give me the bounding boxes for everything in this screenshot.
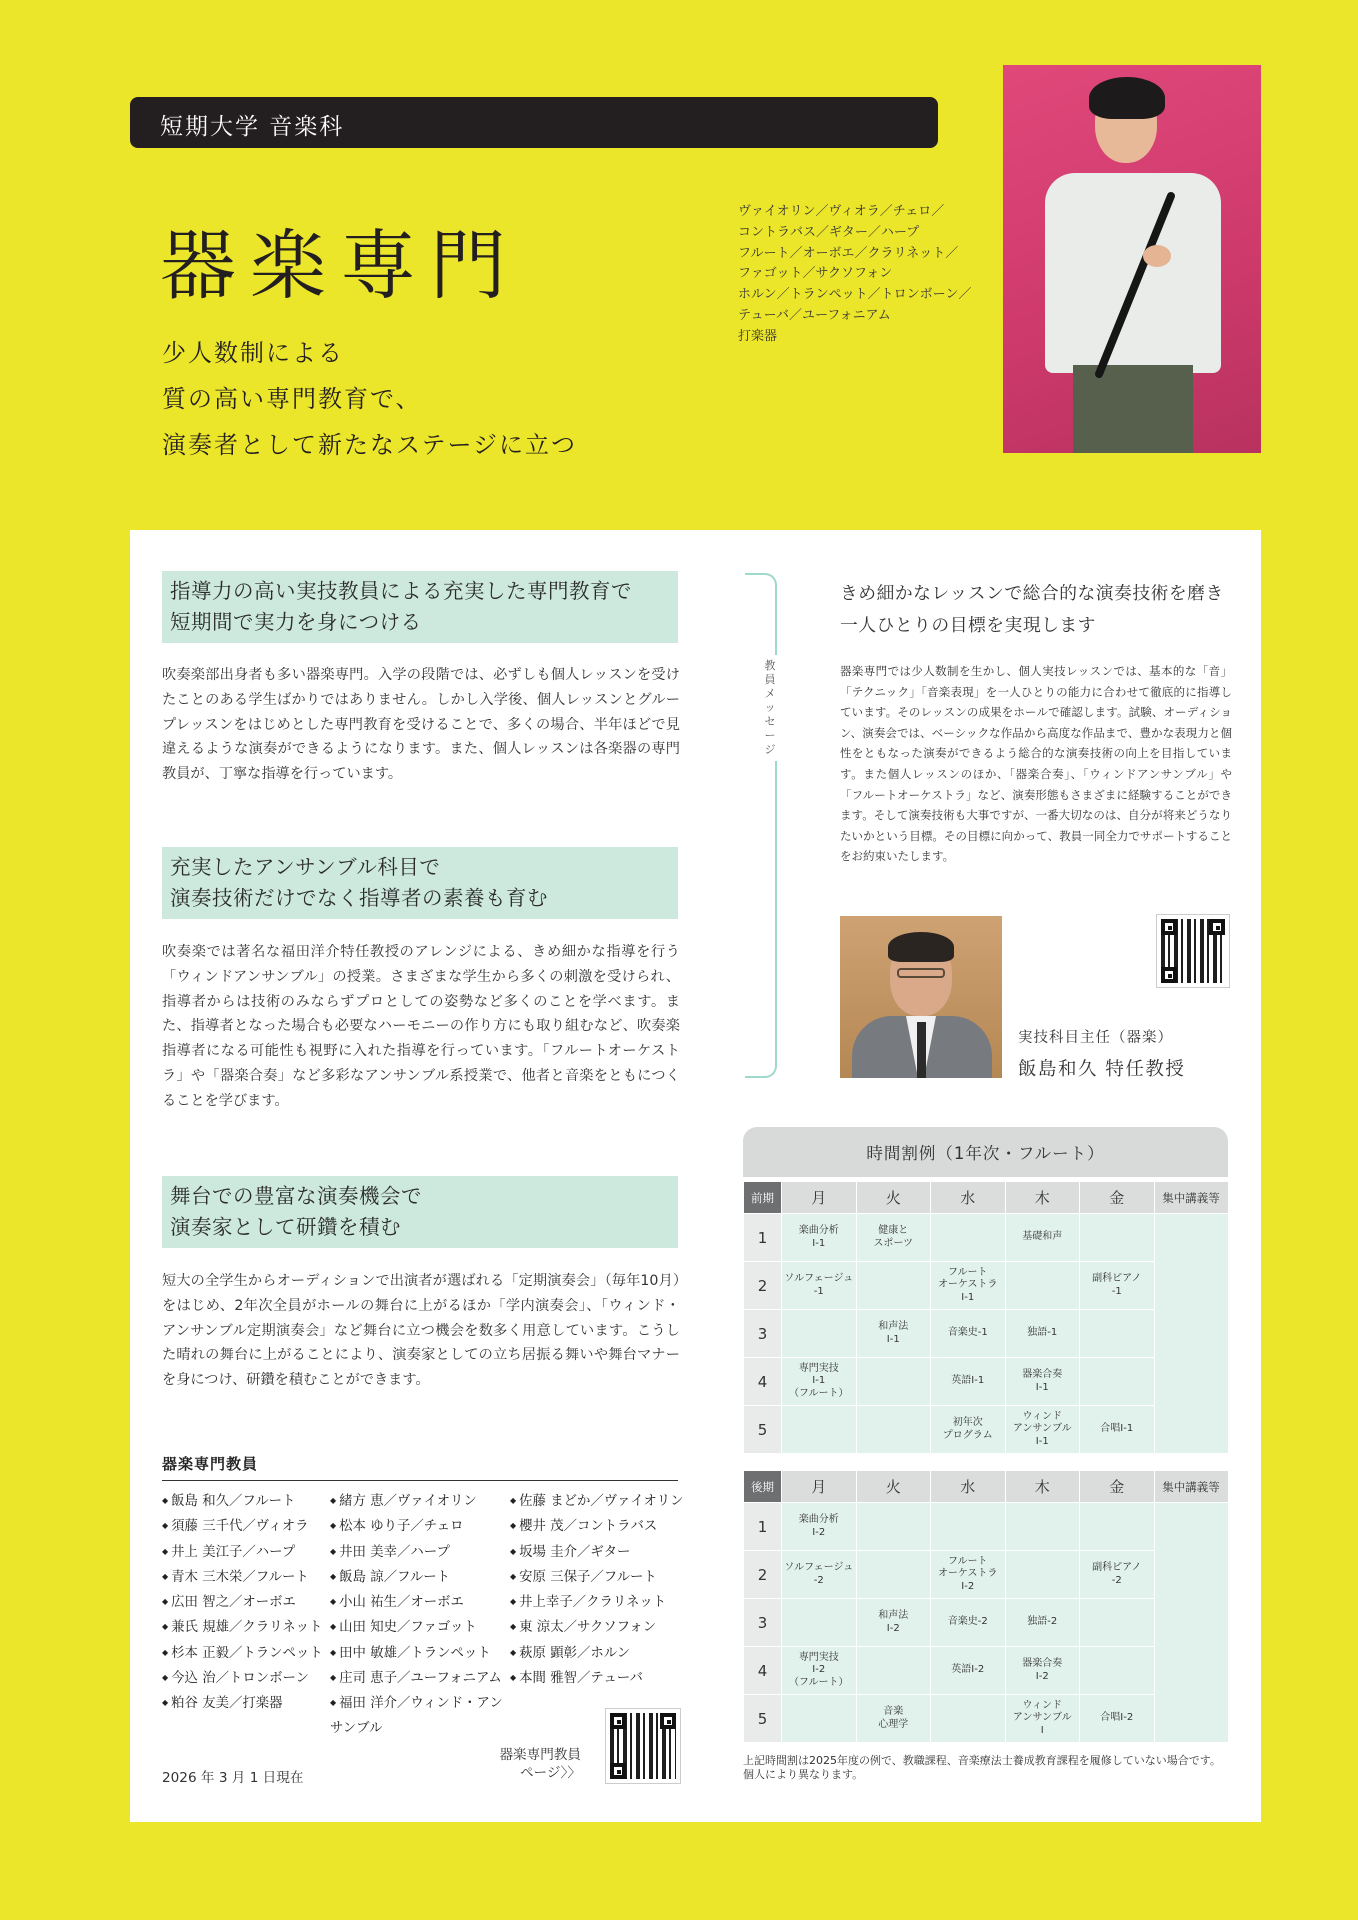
professor-photo — [840, 916, 1002, 1078]
period-number: 2 — [744, 1262, 782, 1310]
class-cell: 基礎和声 — [1005, 1214, 1080, 1262]
faculty-member: ◆ 田中 敏雄／トランペット — [330, 1641, 510, 1666]
class-cell: 初年次 プログラム — [931, 1406, 1006, 1454]
class-cell: 英語Ⅰ-1 — [931, 1358, 1006, 1406]
class-cell — [856, 1551, 931, 1599]
class-cell: 独語-2 — [1005, 1599, 1080, 1647]
class-cell: 音楽 心理学 — [856, 1695, 931, 1743]
class-cell: ウィンド アンサンブル Ⅰ — [1005, 1695, 1080, 1743]
class-cell — [782, 1599, 857, 1647]
message-label-char: ジ — [764, 743, 776, 756]
faculty-member: ◆ 須藤 三千代／ヴィオラ — [162, 1514, 330, 1539]
instrument-line: ヴァイオリン／ヴィオラ／チェロ／ — [738, 204, 945, 219]
faculty-member: ◆ 井田 美幸／ハープ — [330, 1540, 510, 1565]
period-number: 5 — [744, 1406, 782, 1454]
class-cell: ソルフェージュ -2 — [782, 1551, 857, 1599]
timetable-second-term — [743, 1470, 1229, 1743]
day-header: 月 — [782, 1471, 857, 1503]
class-cell: 副科ピアノ -2 — [1080, 1551, 1155, 1599]
faculty-member: ◆ 本間 雅智／テューバ — [510, 1666, 702, 1691]
faculty-link-line: ページ〉〉 — [519, 1765, 581, 1781]
student-oboe-photo — [1003, 65, 1261, 453]
class-cell: ウィンド アンサンブル Ⅰ-1 — [1005, 1406, 1080, 1454]
day-header: 火 — [856, 1471, 931, 1503]
faculty-qr-code[interactable] — [606, 1709, 680, 1783]
faculty-member: ◆ 萩原 顕彰／ホルン — [510, 1641, 702, 1666]
faculty-link-line: 器楽専門教員 — [499, 1747, 581, 1763]
class-cell: 音楽史-2 — [931, 1599, 1006, 1647]
class-cell: 音楽史-1 — [931, 1310, 1006, 1358]
message-label-char: 員 — [764, 673, 776, 686]
timetable-title: 時間割例（1年次・フルート） — [743, 1127, 1228, 1177]
instrument-line: フルート／オーボエ／クラリネット／ — [738, 245, 959, 261]
class-cell: フルート オーケストラ Ⅰ-1 — [931, 1262, 1006, 1310]
tagline-line: 質の高い専門教育で、 — [162, 385, 422, 413]
class-cell: 専門実技 Ⅰ-2 （フルート） — [782, 1647, 857, 1695]
class-cell — [782, 1310, 857, 1358]
faculty-page-link[interactable] — [488, 1746, 581, 1782]
section-heading-line: 舞台での豊富な演奏機会で — [170, 1184, 422, 1208]
intensive-cell — [1154, 1503, 1228, 1743]
period-number: 3 — [744, 1310, 782, 1358]
faculty-member: ◆ 緒方 恵／ヴァイオリン — [330, 1489, 510, 1514]
class-cell — [1080, 1310, 1155, 1358]
class-cell — [782, 1406, 857, 1454]
class-cell: 独語-1 — [1005, 1310, 1080, 1358]
message-label-char: 教 — [764, 659, 776, 672]
faculty-member: ◆ 松本 ゆり子／チェロ — [330, 1514, 510, 1539]
period-number: 1 — [744, 1214, 782, 1262]
tagline — [162, 330, 577, 468]
timetable-first-term — [743, 1181, 1229, 1454]
section-heading — [162, 847, 678, 919]
intensive-header: 集中講義等 — [1154, 1471, 1228, 1503]
tagline-line: 演奏者として新たなステージに立つ — [162, 431, 578, 459]
message-heading-line: きめ細かなレッスンで総合的な演奏技術を磨き — [840, 583, 1224, 604]
class-cell — [1080, 1647, 1155, 1695]
faculty-member: ◆ 庄司 恵子／ユーフォニアム — [330, 1666, 510, 1691]
faculty-member: ◆ 青木 三木栄／フルート — [162, 1565, 330, 1590]
faculty-member: ◆ 山田 知史／ファゴット — [330, 1615, 510, 1640]
section-heading — [162, 1176, 678, 1248]
day-header: 火 — [856, 1182, 931, 1214]
section-body: 短大の全学生からオーディションで出演者が選ばれる「定期演奏会」（毎年10月）をはじめ、2年次全員がホールの舞台に上がるほか「学内演奏会」、「ウィンド・アンサンブル定期演奏会」など舞台に立つ機会を数多く用意しています。こうした晴れの舞台に上がることにより、演奏家としての立ち居振る舞いや舞台マナーを身につけ、研鑽を積むことができます。 — [162, 1273, 680, 1389]
intensive-header: 集中講義等 — [1154, 1182, 1228, 1214]
section-body: 吹奏楽では著名な福田洋介特任教授のアレンジによる、きめ細かな指導を行う「ウィンドアンサンブル」の授業。さまざまな学生から多くの刺激を受けられ、指導者からは技術のみならずプロとしての姿勢など多くのことを学べます。また、指導者となった場合も必要なハーモニーの作り方にも取り組むなど、吹奏楽指導者になる可能性も視野に入れた指導を行っています。「フルートオーケストラ」や「器楽合奏」など多彩なアンサンブル系授業で、他者と音楽をともにつくることを学びます。 — [162, 944, 680, 1109]
faculty-list — [162, 1489, 702, 1741]
instrument-line: ファゴット／サクソフォン — [738, 266, 893, 282]
class-cell — [1080, 1214, 1155, 1262]
faculty-member: ◆ 井上幸子／クラリネット — [510, 1590, 702, 1615]
class-cell: 合唱Ⅰ-1 — [1080, 1406, 1155, 1454]
section-heading-line: 演奏技術だけでなく指導者の素養も育む — [170, 886, 548, 910]
class-cell — [931, 1695, 1006, 1743]
class-cell — [1005, 1503, 1080, 1551]
class-cell — [856, 1262, 931, 1310]
message-label-char: ー — [764, 729, 776, 742]
instrument-line: 打楽器 — [738, 328, 778, 344]
faculty-member: ◆ 東 涼太／サクソフォン — [510, 1615, 702, 1640]
class-cell: 副科ピアノ -1 — [1080, 1262, 1155, 1310]
message-qr-code[interactable] — [1157, 915, 1229, 987]
faculty-member: ◆ 佐藤 まどか／ヴァイオリン — [510, 1489, 702, 1514]
class-cell: 和声法 Ⅰ-2 — [856, 1599, 931, 1647]
class-cell — [1080, 1599, 1155, 1647]
class-cell: フルート オーケストラ Ⅰ-2 — [931, 1551, 1006, 1599]
message-body: 器楽専門では少人数制を生かし、個人実技レッスンでは、基本的な「音」「テクニック」「音楽表現」を一人ひとりの能力に合わせて徹底的に指導しています。そのレッスンの成果をホールで確認します。試験、オーディション、演奏会では、ベーシックな作品から高度な作品まで、豊かな表現力と個性をともなった演奏ができるよう総合的な演奏技術の向上を目指しています。また個人レッスンのほか、「器楽合奏」、「ウィンドアンサンブル」や「フルートオーケストラ」など、演奏形態もさまざまに経験することができます。そして演奏技術も大事ですが、一番大切なのは、自分が将来どうなりたいかという目標。その目標に向かって、教員一同全力でサポートすることをお約束いたします。 — [840, 664, 1232, 864]
department-banner: 短期大学 音楽科 — [130, 97, 938, 148]
day-header: 金 — [1080, 1182, 1155, 1214]
message-label-char: メ — [764, 687, 776, 700]
day-header: 木 — [1005, 1471, 1080, 1503]
class-cell: 合唱Ⅰ-2 — [1080, 1695, 1155, 1743]
period-number: 3 — [744, 1599, 782, 1647]
faculty-member: ◆ 安原 三保子／フルート — [510, 1565, 702, 1590]
intensive-cell — [1154, 1214, 1228, 1454]
day-header: 金 — [1080, 1471, 1155, 1503]
day-header: 木 — [1005, 1182, 1080, 1214]
faculty-member: ◆ 粕谷 友美／打楽器 — [162, 1691, 330, 1741]
class-cell: 器楽合奏 Ⅰ-1 — [1005, 1358, 1080, 1406]
class-cell — [856, 1406, 931, 1454]
faculty-member: ◆ 兼氏 規雄／クラリネット — [162, 1615, 330, 1640]
page-title: 器楽専門 — [160, 221, 520, 310]
section-heading-line: 充実したアンサンブル科目で — [170, 855, 441, 879]
class-cell — [856, 1647, 931, 1695]
as-of-date: 2026 年 3 月 1 日現在 — [162, 1770, 304, 1786]
message-label-char: ッ — [764, 701, 776, 714]
instrument-list — [738, 202, 971, 348]
class-cell: 楽曲分析 Ⅰ-2 — [782, 1503, 857, 1551]
faculty-member: ◆ 広田 智之／オーボエ — [162, 1590, 330, 1615]
class-cell — [782, 1695, 857, 1743]
tagline-line: 少人数制による — [162, 339, 344, 367]
class-cell: 英語Ⅰ-2 — [931, 1647, 1006, 1695]
class-cell: 和声法 Ⅰ-1 — [856, 1310, 931, 1358]
section-heading-line: 指導力の高い実技教員による充実した専門教育で — [170, 579, 632, 603]
faculty-member: ◆ 今込 治／トロンボーン — [162, 1666, 330, 1691]
instrument-line: コントラバス／ギター／ハープ — [738, 224, 920, 240]
class-cell: 器楽合奏 Ⅰ-2 — [1005, 1647, 1080, 1695]
term-label: 前期 — [744, 1182, 782, 1214]
faculty-member: ◆ 飯島 和久／フルート — [162, 1489, 330, 1514]
class-cell — [931, 1214, 1006, 1262]
term-label: 後期 — [744, 1471, 782, 1503]
instrument-line: ホルン／トランペット／トロンボーン／ — [738, 287, 972, 303]
class-cell — [1005, 1551, 1080, 1599]
faculty-member: ◆ 福田 洋介／ウィンド・アンサンブル — [330, 1691, 510, 1741]
message-label-char: セ — [764, 715, 776, 728]
message-heading — [840, 578, 1236, 641]
faculty-member: ◆ 飯島 諒／フルート — [330, 1565, 510, 1590]
period-number: 4 — [744, 1358, 782, 1406]
timetable-note: 上記時間割は2025年度の例で、教職課程、音楽療法士養成教育課程を履修していない場合です。個人により異なります。 — [743, 1754, 1221, 1781]
class-cell — [856, 1503, 931, 1551]
class-cell: ソルフェージュ -1 — [782, 1262, 857, 1310]
professor-name: 飯島和久 特任教授 — [1018, 1059, 1186, 1080]
day-header: 水 — [931, 1471, 1006, 1503]
class-cell — [1080, 1503, 1155, 1551]
class-cell: 楽曲分析 Ⅰ-1 — [782, 1214, 857, 1262]
section-heading-line: 短期間で実力を身につける — [170, 610, 422, 634]
professor-role: 実技科目主任（器楽） — [1018, 1030, 1173, 1046]
section-body: 吹奏楽部出身者も多い器楽専門。入学の段階では、必ずしも個人レッスンを受けたことのある学生ばかりではありません。しかし入学後、個人レッスンとグループレッスンをはじめとした専門教育を受けることで、多くの場合、半年ほどで見違えるような演奏ができるようになります。また、個人レッスンは各楽器の専門教員が、丁寧な指導を行っています。 — [162, 667, 680, 783]
day-header: 水 — [931, 1182, 1006, 1214]
period-number: 5 — [744, 1695, 782, 1743]
section-heading-line: 演奏家として研鑽を積む — [170, 1215, 401, 1239]
message-heading-line: 一人ひとりの目標を実現します — [840, 614, 1096, 636]
class-cell — [931, 1503, 1006, 1551]
class-cell: 健康と スポーツ — [856, 1214, 931, 1262]
message-bracket — [745, 573, 777, 1078]
message-label — [760, 655, 780, 761]
period-number: 1 — [744, 1503, 782, 1551]
faculty-member: ◆ 櫻井 茂／コントラバス — [510, 1514, 702, 1539]
class-cell: 専門実技 Ⅰ-1 （フルート） — [782, 1358, 857, 1406]
faculty-member: ◆ 小山 祐生／オーボエ — [330, 1590, 510, 1615]
faculty-title: 器楽専門教員 — [162, 1453, 678, 1481]
section-heading — [162, 571, 678, 643]
class-cell — [1080, 1358, 1155, 1406]
instrument-line: テューバ／ユーフォニアム — [738, 307, 891, 323]
day-header: 月 — [782, 1182, 857, 1214]
period-number: 4 — [744, 1647, 782, 1695]
faculty-member: ◆ 坂場 圭介／ギター — [510, 1540, 702, 1565]
faculty-member: ◆ 井上 美江子／ハープ — [162, 1540, 330, 1565]
faculty-member: ◆ 杉本 正毅／トランペット — [162, 1641, 330, 1666]
class-cell — [1005, 1262, 1080, 1310]
period-number: 2 — [744, 1551, 782, 1599]
class-cell — [856, 1358, 931, 1406]
